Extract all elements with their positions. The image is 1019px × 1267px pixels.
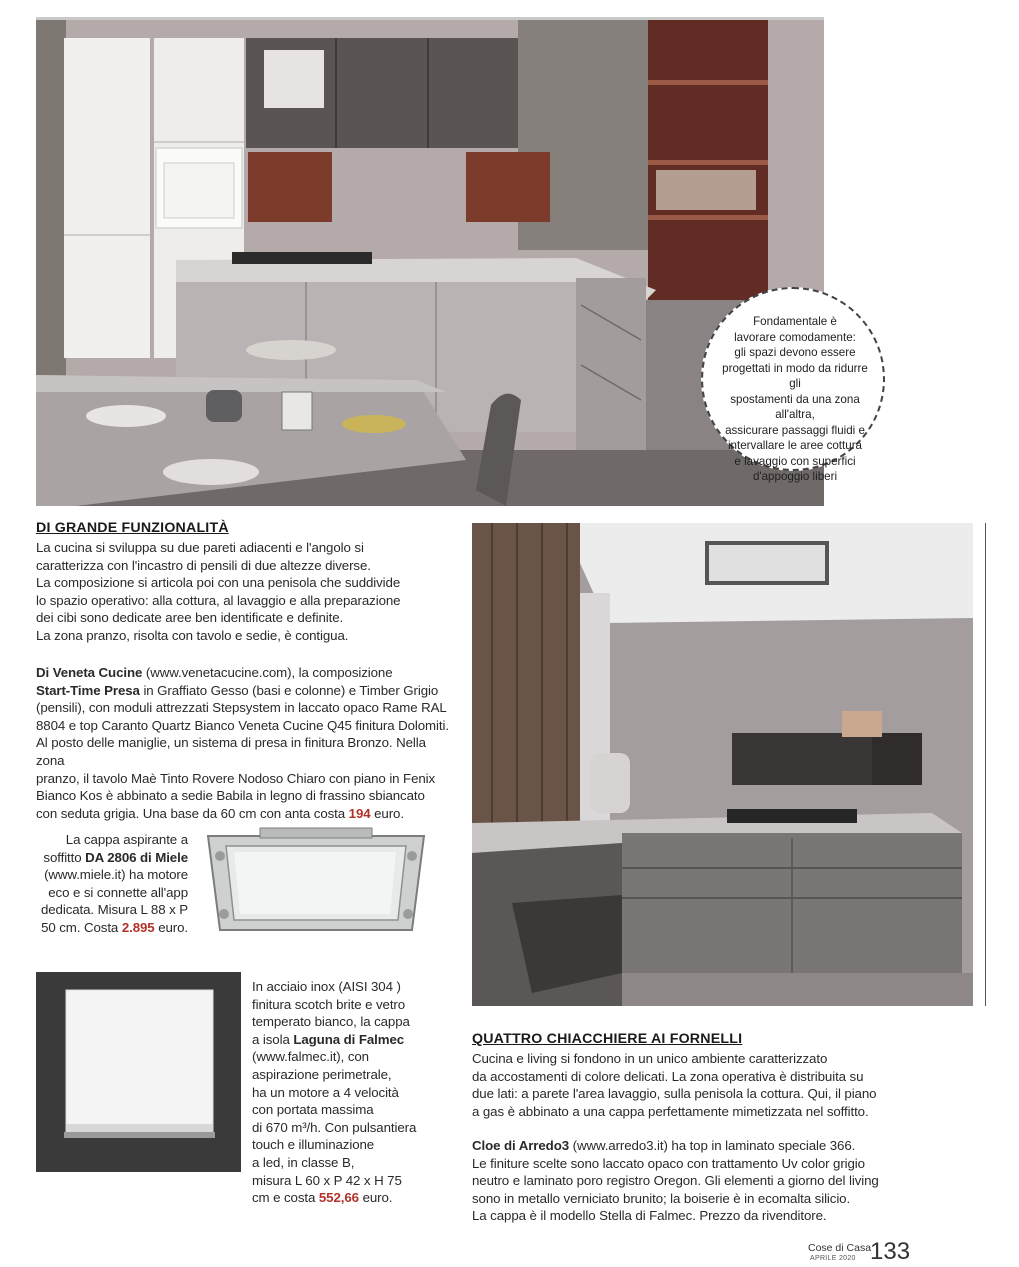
text-line: misura L 60 x P 42 x H 75: [252, 1172, 402, 1188]
text-span: euro.: [370, 805, 404, 821]
text-line: (pensili), con moduli attrezzati Stepsystem in laccato opaco Rame RAL: [36, 700, 447, 716]
text-line: La composizione si articola poi con una penisola che suddivide: [36, 575, 401, 591]
text-line: dedicata. Misura L 88 x P: [40, 902, 188, 918]
text-line: sono in metallo verniciato brunito; la boiserie è in ecomalta silicio.: [472, 1190, 851, 1206]
bubble-line: intervallare le aree cottura: [727, 439, 863, 452]
text-span: in Graffiato Gesso (basi e colonne) e Timber Grigio: [139, 682, 439, 698]
section-heading-chiacchiere: QUATTRO CHIACCHIERE AI FORNELLI: [472, 1031, 743, 1047]
text-line: aspirazione perimetrale,: [252, 1066, 392, 1082]
text-line: temperato bianco, la cappa: [252, 1014, 410, 1030]
bubble-line: Fondamentale è: [753, 315, 837, 328]
text-line: La cucina si sviluppa su due pareti adiacenti e l'angolo si: [36, 540, 364, 555]
bubble-line: assicurare passaggi fluidi e: [725, 423, 865, 437]
kitchen-photo-top: [36, 20, 824, 506]
text-span: euro.: [358, 1190, 393, 1206]
miele-caption: [36, 831, 188, 937]
bubble-line: d'appoggio liberi: [752, 470, 838, 483]
price: 194: [348, 805, 371, 821]
text-line: eco e si connette all'app: [48, 884, 188, 900]
text-span: 50 cm. Costa: [41, 919, 122, 935]
price: 552,66: [318, 1190, 359, 1206]
text-line: neutro e laminato poro registro Oregon. Gli elementi a giorno del living: [472, 1173, 879, 1189]
text-line: con portata massima: [252, 1102, 374, 1118]
quote-bubble-text: [720, 314, 870, 485]
text-line: finitura scotch brite e vetro: [252, 996, 406, 1012]
text-line: (www.miele.it) ha motore: [44, 867, 188, 883]
text-line: lo spazio operativo: alla cottura, al lavaggio e alla preparazione: [36, 592, 401, 608]
product-name: DA 2806 di Miele: [85, 849, 188, 865]
falmec-hood-photo: [36, 972, 241, 1172]
text-line: La cappa aspirante a: [65, 832, 188, 847]
miele-hood-image: [200, 822, 432, 940]
bubble-line: spostamenti da una zona all'altra,: [730, 392, 860, 421]
text-line: [252, 1031, 452, 1049]
text-span: con seduta grigia. Una base da 60 cm con anta costa: [36, 805, 349, 821]
text-line: (www.falmec.it), con: [252, 1049, 369, 1065]
text-line: La zona pranzo, risolta con tavolo e sedie, è contigua.: [36, 627, 349, 643]
section1-details: [36, 664, 456, 822]
text-line: [472, 1137, 932, 1155]
text-line: a gas è abbinato a una cappa perfettamente mimetizzata nel soffitto.: [472, 1103, 869, 1119]
text-line: touch e illuminazione: [252, 1137, 375, 1153]
text-line: 8804 e top Caranto Quartz Bianco Veneta Cucine Q45 finitura Dolomiti.: [36, 717, 449, 733]
text-line: Le finiture scelte sono laccato opaco con trattamento Uv color grigio: [472, 1155, 865, 1171]
text-line: Bianco Kos è abbinato a sedie Babila in legno di frassino sbiancato: [36, 788, 425, 804]
text-line: [36, 805, 456, 823]
footer-issue: APRILE 2020: [810, 1255, 856, 1262]
text-line: In acciaio inox (AISI 304 ): [252, 979, 401, 994]
falmec-caption: [252, 978, 452, 1207]
kitchen-photo-right: [472, 523, 973, 1006]
brand-name: Di Veneta Cucine: [36, 665, 143, 680]
text-line: Al posto delle maniglie, un sistema di presa in finitura Bronzo. Nella zona: [36, 735, 426, 768]
text-span: a isola: [252, 1031, 294, 1047]
text-line: da accostamenti di colore delicati. La zona operativa è distribuita su: [472, 1068, 864, 1084]
text-line: due lati: a parete l'area lavaggio, sulla penisola la cottura. Qui, il piano: [472, 1086, 877, 1102]
section2-intro: [472, 1050, 932, 1120]
text-line: pranzo, il tavolo Maè Tinto Rovere Nodoso Chiaro con piano in Fenix: [36, 770, 436, 786]
text-line: [36, 849, 188, 867]
bubble-line: progettati in modo da ridurre gli: [722, 361, 868, 390]
bubble-line: gli spazi devono essere: [734, 346, 856, 359]
text-span: soffitto: [43, 849, 86, 865]
text-line: [36, 682, 456, 700]
text-span: cm e costa: [252, 1190, 319, 1206]
text-line: ha un motore a 4 velocità: [252, 1084, 399, 1100]
section2-details: [472, 1137, 932, 1225]
bubble-line: lavorare comodamente:: [734, 330, 856, 344]
text-line: caratterizza con l'incastro di pensili di due altezze diverse.: [36, 557, 371, 573]
ceiling-hood-illustration: [200, 822, 432, 940]
text-span: (www.venetacucine.com), la composizione: [142, 665, 393, 680]
kitchen-illustration: [36, 20, 824, 506]
product-name: Laguna di Falmec: [293, 1031, 405, 1047]
page-number: 133: [870, 1238, 911, 1265]
section1-intro: [36, 539, 456, 645]
text-line: Cucina e living si fondono in un unico ambiente caratterizzato: [472, 1051, 828, 1066]
text-span: euro.: [154, 919, 188, 935]
text-line: [36, 919, 188, 937]
text-span: (www.arredo3.it) ha top in laminato speciale 366.: [569, 1138, 856, 1153]
island-hood-illustration: [36, 972, 241, 1172]
bubble-line: e lavaggio con superfici: [734, 454, 856, 468]
text-line: dei cibi sono dedicate aree ben identificate e definite.: [36, 610, 344, 626]
section-heading-funzionalita: DI GRANDE FUNZIONALITÀ: [36, 520, 229, 536]
price: 2.895: [121, 919, 155, 935]
text-line: [36, 664, 456, 682]
kitchen-living-illustration: [472, 523, 973, 1006]
brand-name: Cloe di Arredo3: [472, 1138, 570, 1153]
text-line: a led, in classe B,: [252, 1154, 355, 1170]
text-line: di 670 m³/h. Con pulsantiera: [252, 1119, 417, 1135]
text-line: [252, 1189, 452, 1207]
footer-magazine: Cose di Casa: [808, 1242, 872, 1254]
model-name: Start-Time Presa: [36, 682, 140, 698]
text-line: La cappa è il modello Stella di Falmec. Prezzo da rivenditore.: [472, 1208, 827, 1224]
right-rule: [985, 523, 986, 1006]
